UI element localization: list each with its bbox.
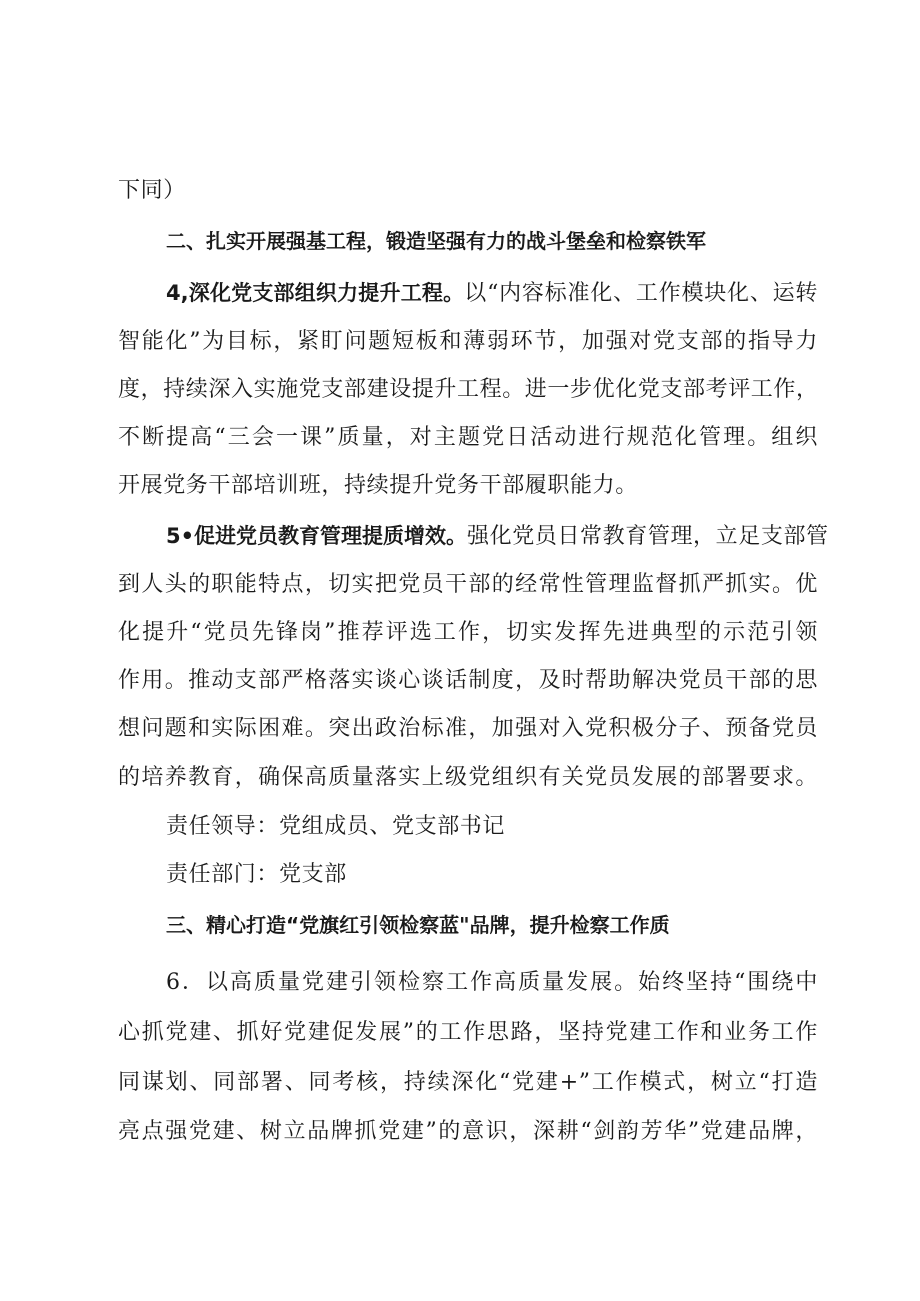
- item-5-line-4: 想问题和实际困难。突出政治标准，加强对入党积极分子、预备党员: [118, 716, 818, 741]
- item-5-line-5: 的培养教育，确保高质量落实上级党组织有关党员发展的部署要求。: [118, 765, 818, 790]
- section-2-heading: 二、扎实开展强基工程，锻造坚强有力的战斗堡垒和检察铁军: [166, 229, 706, 253]
- item-4-line-1: 智能化”为目标，紧盯问题短板和薄弱环节，加强对党支部的指导力: [118, 329, 818, 354]
- section-3-heading: 三、精心打造“党旗红引领检察蓝"品牌，提升检察工作质: [166, 913, 670, 937]
- item-4-line-0: 以“内容标准化、工作模块化、运转: [464, 281, 818, 306]
- item-4-lead: 4,深化党支部组织力提升工程。: [166, 281, 465, 305]
- item-5-lead: 5•促进党员教育管理提质增效。: [166, 524, 468, 548]
- item-4-line-2: 度，持续深入实施党支部建设提升工程。进一步优化党支部考评工作，: [118, 377, 819, 402]
- item-4-first-line: [166, 278, 818, 309]
- responsible-leader: 责任领导：党组成员、党支部书记: [166, 814, 506, 839]
- item-6-line-3: 亮点强党建、树立品牌抓党建”的意识，深耕“剑韵芳华”党建品牌，: [118, 1119, 818, 1144]
- intro-tail-text: 下同）: [118, 178, 186, 203]
- item-5-first-line: [166, 521, 829, 552]
- item-6-line-1: 心抓党建、抓好党建促发展”的工作思路，坚持党建工作和业务工作: [118, 1020, 818, 1045]
- item-5-line-2: 化提升“党员先锋岗”推荐评选工作，切实发挥先进典型的示范引领: [118, 620, 818, 645]
- item-5-line-0: 强化党员日常教育管理，立足支部管: [467, 524, 829, 549]
- item-4-line-3: 不断提高“三会一课”质量，对主题党日活动进行规范化管理。组织: [118, 425, 818, 450]
- item-5-line-1: 到人头的职能特点，切实把党员干部的经常性管理监督抓严抓实。优: [118, 572, 818, 597]
- item-4-line-4: 开展党务干部培训班，持续提升党务干部履职能力。: [118, 473, 638, 498]
- item-6-line-2: 同谋划、同部署、同考核，持续深化“党建+”工作模式，树立“打造: [118, 1070, 818, 1095]
- responsible-department: 责任部门：党支部: [166, 862, 347, 887]
- item-6-line-0: 6．以高质量党建引领检察工作高质量发展。始终坚持“围绕中: [166, 970, 818, 995]
- item-5-line-3: 作用。推动支部严格落实谈心谈话制度，及时帮助解决党员干部的思: [118, 668, 818, 693]
